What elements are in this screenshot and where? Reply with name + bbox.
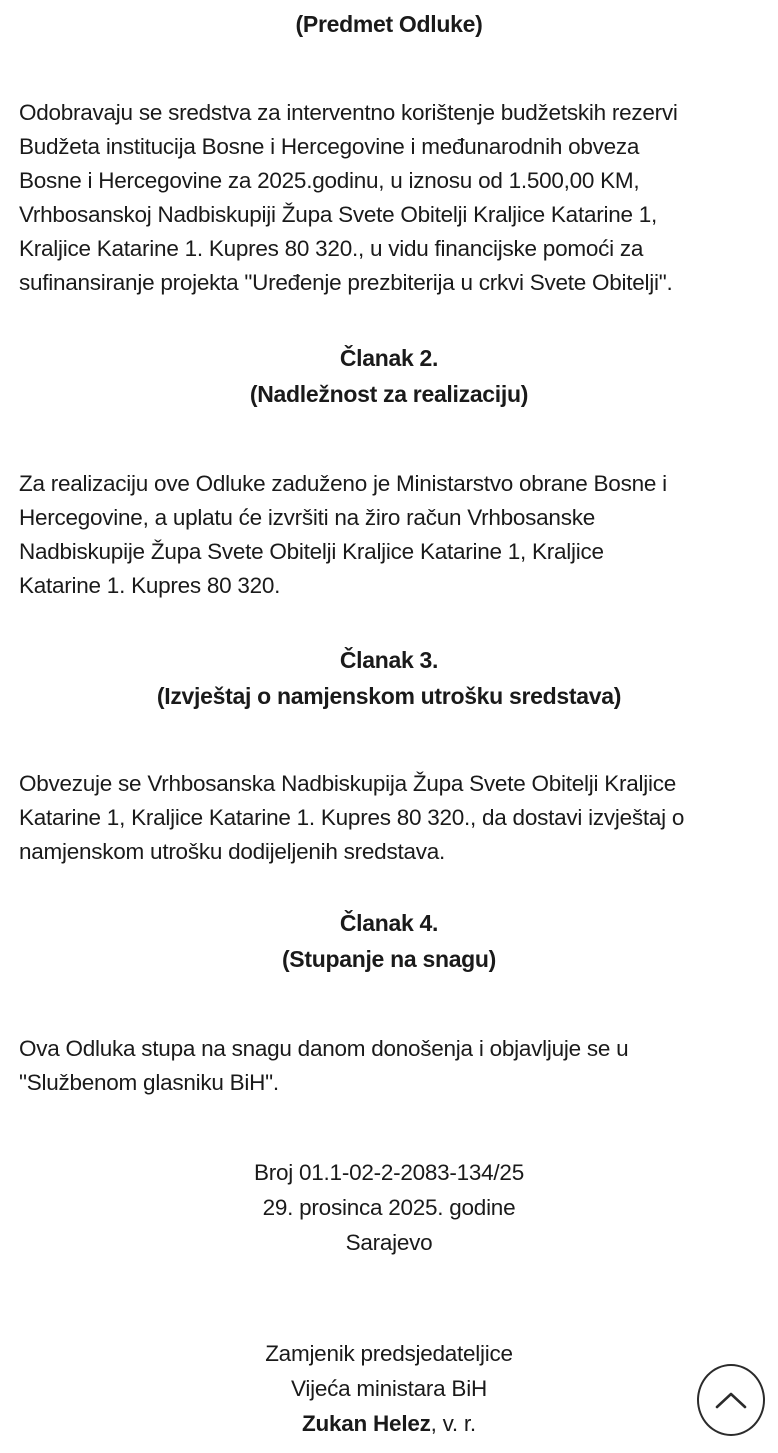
- article-4-title: Članak 4.: [339, 910, 439, 936]
- document-number: Broj 01.1-02-2-2083-134/25: [254, 1160, 524, 1185]
- article-2-subtitle: (Nadležnost za realizaciju): [249, 381, 529, 407]
- article-1-body: [19, 96, 764, 300]
- article-1-subtitle: (Predmet Odluke): [295, 11, 483, 37]
- article-4-body: [19, 1032, 764, 1100]
- signature-block: [0, 1336, 778, 1441]
- signatory-role-line-2: Vijeća ministara BiH: [291, 1376, 487, 1401]
- paragraph-line: Hercegovine, a uplatu će izvršiti na žiro račun Vrhbosanske: [19, 505, 595, 530]
- paragraph-line: Nadbiskupije Župa Svete Obitelji Kraljice Katarine 1, Kraljice: [19, 539, 604, 564]
- chevron-up-icon: [714, 1390, 748, 1410]
- paragraph-line: Ova Odluka stupa na snagu danom donošenja i objavljuje se u: [19, 1036, 629, 1061]
- article-3-title: Članak 3.: [339, 647, 439, 673]
- paragraph-line: Kraljice Katarine 1. Kupres 80 320., u vidu financijske pomoći za: [19, 236, 644, 261]
- paragraph-line: Vrhbosanskoj Nadbiskupiji Župa Svete Obitelji Kraljice Katarine 1,: [19, 202, 657, 227]
- paragraph-line: Katarine 1. Kupres 80 320.: [19, 573, 281, 598]
- signatory-name: Zukan Helez: [302, 1411, 431, 1436]
- paragraph-line: Odobravaju se sredstva za interventno korištenje budžetskih rezervi: [19, 100, 678, 125]
- article-3-body: [19, 767, 764, 869]
- signatory-suffix: , v. r.: [430, 1411, 476, 1436]
- paragraph-line: Bosne i Hercegovine za 2025.godinu, u iznosu od 1.500,00 KM,: [19, 168, 640, 193]
- paragraph-line: "Službenom glasniku BiH".: [19, 1070, 279, 1095]
- paragraph-line: Katarine 1, Kraljice Katarine 1. Kupres 80 320., da dostavi izvještaj o: [19, 805, 685, 830]
- paragraph-line: Budžeta institucija Bosne i Hercegovine i međunarodnih obveza: [19, 134, 640, 159]
- paragraph-line: Obvezuje se Vrhbosanska Nadbiskupija Župa Svete Obitelji Kraljice: [19, 771, 677, 796]
- scroll-to-top-button[interactable]: [697, 1364, 765, 1436]
- article-2-body: [19, 467, 764, 603]
- paragraph-line: Za realizaciju ove Odluke zaduženo je Ministarstvo obrane Bosne i: [19, 471, 667, 496]
- signatory-line: [0, 1406, 778, 1441]
- paragraph-line: sufinansiranje projekta "Uređenje prezbiterija u crkvi Svete Obitelji".: [19, 270, 673, 295]
- document-place: Sarajevo: [345, 1230, 433, 1255]
- document-date: 29. prosinca 2025. godine: [262, 1195, 516, 1220]
- article-2-title: Članak 2.: [339, 345, 439, 371]
- article-3-subtitle: (Izvještaj o namjenskom utrošku sredstava): [156, 683, 622, 709]
- signatory-role-line-1: Zamjenik predsjedateljice: [265, 1341, 513, 1366]
- paragraph-line: namjenskom utrošku dodijeljenih sredstava.: [19, 839, 445, 864]
- article-4-subtitle: (Stupanje na snagu): [281, 946, 497, 972]
- document-footer: [0, 1155, 778, 1260]
